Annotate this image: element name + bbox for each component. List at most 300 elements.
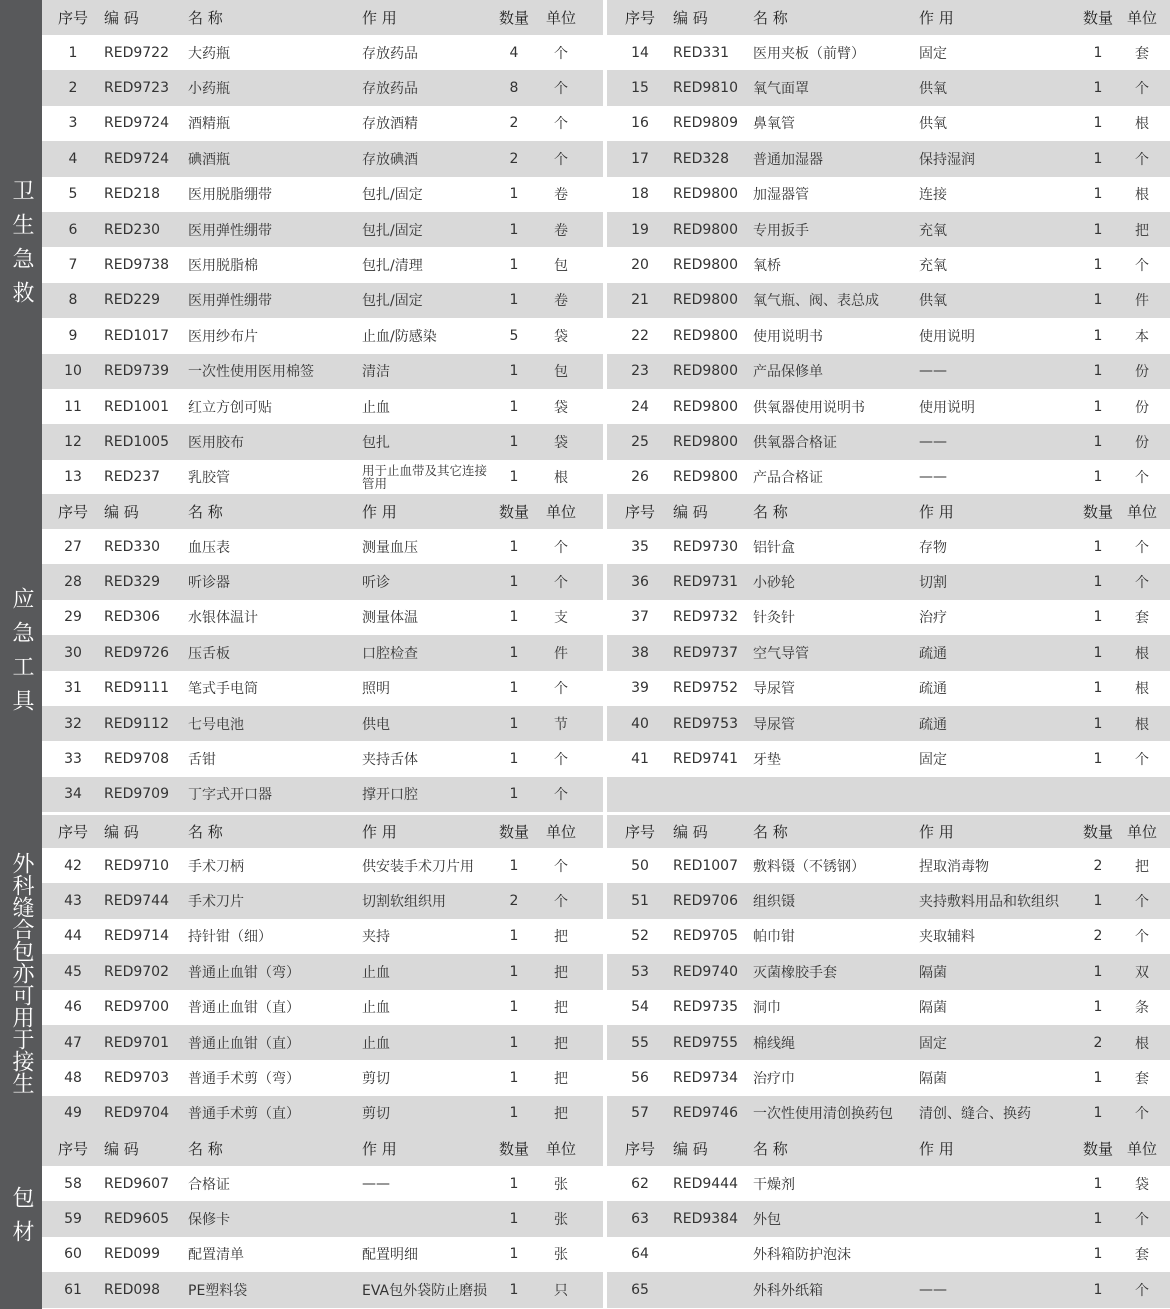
cell-qty: 1: [1093, 963, 1103, 980]
cell-name: 加湿器管: [753, 187, 809, 204]
cell-name: 普通止血钳（直）: [188, 1035, 300, 1052]
table-row: [607, 247, 1170, 282]
cell-unit: 把: [554, 1000, 568, 1017]
header-unit: 单位: [1126, 9, 1157, 27]
table-row: [42, 318, 603, 353]
cell-use: 存放酒精: [362, 116, 418, 133]
cell-seq: 6: [68, 221, 78, 238]
cell-name: 医用脱脂绷带: [188, 187, 272, 204]
cell-code: RED9809: [673, 115, 738, 132]
cell-unit: 袋: [554, 435, 568, 452]
cell-code: RED9800: [673, 257, 738, 274]
cell-use: 供电: [362, 716, 390, 733]
table-row: [607, 1201, 1170, 1236]
cell-qty: 1: [1093, 574, 1103, 591]
cell-code: RED9800: [673, 221, 738, 238]
cell-code: RED9800: [673, 292, 738, 309]
cell-name: 供氧器合格证: [753, 435, 837, 452]
cell-name: 医用弹性绷带: [188, 293, 272, 310]
header-use: 作 用: [362, 503, 397, 521]
cell-qty: 1: [509, 434, 519, 451]
cell-use: 剪切: [362, 1071, 390, 1088]
cell-unit: 个: [1135, 539, 1149, 556]
cell-name: 红立方创可贴: [188, 399, 272, 416]
cell-name: PE塑料袋: [188, 1282, 248, 1299]
cell-qty: 1: [1093, 893, 1103, 910]
cell-name: 酒精瓶: [188, 116, 230, 133]
cell-seq: 15: [631, 80, 649, 97]
cell-use: 止血: [362, 1035, 390, 1052]
cell-qty: 1: [509, 538, 519, 555]
cell-use: 包扎: [362, 435, 390, 452]
cell-qty: 1: [509, 574, 519, 591]
cell-seq: 53: [631, 963, 649, 980]
table-row: [607, 990, 1170, 1025]
cell-seq: 48: [64, 1070, 82, 1087]
cell-name: 听诊器: [188, 575, 230, 592]
header-use: 作 用: [919, 503, 954, 521]
cell-seq: 62: [631, 1175, 649, 1192]
cell-unit: 个: [1135, 1106, 1149, 1123]
header-name: 名 称: [188, 9, 223, 27]
cell-qty: 1: [1093, 115, 1103, 132]
section-label-bar: [0, 1131, 42, 1309]
cell-use: ——: [919, 434, 947, 451]
cell-qty: 1: [509, 1070, 519, 1087]
cell-qty: 1: [509, 609, 519, 626]
cell-seq: 30: [64, 644, 82, 661]
cell-name: 棉线绳: [753, 1035, 795, 1052]
cell-unit: 个: [1135, 81, 1149, 98]
cell-use: [919, 777, 1079, 812]
cell-seq: 50: [631, 857, 649, 874]
cell-unit: 卷: [554, 293, 568, 310]
cell-use: 存放碘酒: [362, 151, 418, 168]
cell-unit: 根: [554, 470, 568, 487]
cell-name: 压舌板: [188, 645, 230, 662]
cell-use: 包扎/清理: [362, 258, 423, 275]
cell-code: RED331: [673, 44, 730, 61]
table-row: [607, 283, 1170, 318]
cell-unit: 套: [1135, 1247, 1149, 1264]
cell-code: RED9800: [673, 469, 738, 486]
cell-name: 七号电池: [188, 716, 244, 733]
cell-name: 普通手术剪（直）: [188, 1106, 300, 1123]
cell-qty: 2: [509, 150, 519, 167]
table-row: [607, 777, 1170, 812]
cell-qty: 1: [1093, 221, 1103, 238]
header-seq: 序号: [57, 823, 88, 841]
cell-seq: 38: [631, 644, 649, 661]
table-row: [607, 954, 1170, 989]
cell-code: RED9444: [673, 1175, 738, 1192]
cell-unit: 张: [554, 1176, 568, 1193]
section-label-bar: [0, 815, 42, 1131]
cell-name: 干燥剂: [753, 1176, 795, 1193]
cell-qty: 1: [1093, 186, 1103, 203]
table-row: [607, 177, 1170, 212]
cell-unit: 个: [1135, 752, 1149, 769]
cell-use: 夹持: [362, 929, 390, 946]
cell-qty: 1: [509, 963, 519, 980]
table-row: [42, 1096, 603, 1131]
cell-name: 配置清单: [188, 1247, 244, 1264]
table-row: [42, 777, 603, 812]
cell-seq: 49: [64, 1105, 82, 1122]
right-table: [607, 815, 1170, 1131]
cell-unit: 根: [1135, 716, 1149, 733]
cell-unit: 条: [1135, 1000, 1149, 1017]
cell-name: 碘酒瓶: [188, 151, 230, 168]
cell-qty: 1: [1093, 150, 1103, 167]
cell-seq: [607, 777, 673, 812]
cell-code: [673, 777, 753, 812]
cell-code: RED9752: [673, 680, 738, 697]
cell-name: 敷料镊（不锈钢）: [753, 858, 865, 875]
header-qty: 数量: [1082, 9, 1113, 27]
cell-unit: 个: [554, 858, 568, 875]
section-label-bar: [0, 494, 42, 815]
cell-qty: 1: [1093, 1070, 1103, 1087]
cell-code: RED9705: [673, 928, 738, 945]
cell-name: 乳胶管: [188, 470, 230, 487]
cell-use: [919, 1166, 1079, 1201]
header-code: 编 码: [673, 9, 708, 27]
cell-name: 合格证: [188, 1176, 230, 1193]
right-table: [607, 1131, 1170, 1309]
cell-code: RED9724: [104, 150, 169, 167]
cell-name: 大药瓶: [188, 45, 230, 62]
cell-qty: [1079, 777, 1117, 812]
cell-name: 针灸针: [753, 610, 795, 627]
cell-code: RED329: [104, 574, 161, 591]
cell-name: 氧桥: [753, 258, 781, 275]
cell-use: ——: [919, 363, 947, 380]
cell-unit: 袋: [554, 399, 568, 416]
table-row: [42, 741, 603, 776]
cell-code: RED9714: [104, 928, 169, 945]
right-table: [607, 0, 1170, 494]
cell-code: RED9755: [673, 1034, 738, 1051]
cell-unit: 个: [1135, 894, 1149, 911]
header-code: 编 码: [104, 9, 139, 27]
header-seq: 序号: [624, 9, 655, 27]
header-name: 名 称: [753, 503, 788, 521]
cell-seq: 58: [64, 1175, 82, 1192]
cell-unit: 卷: [554, 222, 568, 239]
table-row: [42, 283, 603, 318]
cell-code: [673, 1272, 753, 1307]
cell-seq: 61: [64, 1281, 82, 1298]
cell-code: RED1007: [673, 857, 738, 874]
cell-use: [919, 1201, 1079, 1236]
header-name: 名 称: [753, 1140, 788, 1158]
cell-name: 医用弹性绷带: [188, 222, 272, 239]
table-row: [42, 389, 603, 424]
cell-use: 止血: [362, 399, 390, 416]
table-row: [607, 883, 1170, 918]
table-row: [607, 212, 1170, 247]
cell-code: RED9740: [673, 963, 738, 980]
cell-unit: 套: [1135, 45, 1149, 62]
cell-name: 氧气瓶、阀、表总成: [753, 293, 879, 310]
cell-unit: 把: [554, 929, 568, 946]
cell-code: RED1017: [104, 327, 169, 344]
cell-seq: 43: [64, 893, 82, 910]
cell-name: 手术刀片: [188, 894, 244, 911]
cell-qty: 1: [1093, 751, 1103, 768]
cell-name: 灭菌橡胶手套: [753, 964, 837, 981]
table-header-row: [42, 0, 603, 35]
cell-code: RED9723: [104, 80, 169, 97]
cell-code: RED9737: [673, 644, 738, 661]
cell-use: 测量体温: [362, 610, 418, 627]
cell-unit: 把: [1135, 858, 1149, 875]
cell-unit: 个: [554, 894, 568, 911]
header-use: 作 用: [919, 823, 954, 841]
cell-qty: 1: [1093, 1281, 1103, 1298]
cell-use: 固定: [919, 752, 947, 769]
cell-qty: 1: [1093, 257, 1103, 274]
cell-name: 持针钳（细）: [188, 929, 272, 946]
cell-seq: 26: [631, 469, 649, 486]
cell-name: 舌钳: [188, 752, 216, 769]
table-row: [607, 564, 1170, 599]
cell-qty: 1: [1093, 715, 1103, 732]
cell-use: 存放药品: [362, 45, 418, 62]
table-row: [607, 635, 1170, 670]
cell-seq: 17: [631, 150, 649, 167]
cell-qty: 1: [1093, 644, 1103, 661]
cell-seq: 52: [631, 928, 649, 945]
cell-use: 切割: [919, 575, 947, 592]
cell-seq: 35: [631, 538, 649, 555]
cell-code: [673, 1237, 753, 1272]
cell-use: 固定: [919, 45, 947, 62]
cell-qty: 1: [1093, 363, 1103, 380]
cell-code: RED9741: [673, 751, 738, 768]
cell-code: RED9800: [673, 363, 738, 380]
cell-name: 水银体温计: [188, 610, 258, 627]
cell-code: RED9710: [104, 857, 169, 874]
section-3: [0, 815, 1170, 1131]
cell-use: 固定: [919, 1035, 947, 1052]
cell-qty: 1: [1093, 292, 1103, 309]
cell-seq: 23: [631, 363, 649, 380]
cell-qty: 1: [509, 999, 519, 1016]
cell-seq: 56: [631, 1070, 649, 1087]
cell-code: RED9605: [104, 1211, 169, 1228]
cell-use: 供氧: [919, 81, 947, 98]
cell-name: 鼻氧管: [753, 116, 795, 133]
cell-use: 剪切: [362, 1106, 390, 1123]
cell-name: [753, 777, 919, 812]
table-row: [607, 529, 1170, 564]
header-name: 名 称: [753, 9, 788, 27]
header-qty: 数量: [498, 1140, 529, 1158]
cell-use: 存放药品: [362, 81, 418, 98]
cell-use: 隔菌: [919, 1071, 947, 1088]
cell-seq: 24: [631, 398, 649, 415]
cell-qty: 1: [509, 1281, 519, 1298]
cell-code: RED1001: [104, 398, 169, 415]
header-code: 编 码: [104, 1140, 139, 1158]
header-seq: 序号: [57, 503, 88, 521]
cell-use: 存物: [919, 539, 947, 556]
cell-qty: 1: [509, 469, 519, 486]
cell-seq: 54: [631, 999, 649, 1016]
cell-unit: 个: [554, 116, 568, 133]
cell-use: 口腔检查: [362, 645, 418, 662]
cell-seq: 18: [631, 186, 649, 203]
cell-unit: 根: [1135, 116, 1149, 133]
cell-seq: 25: [631, 434, 649, 451]
cell-seq: 7: [68, 257, 78, 274]
table-row: [42, 354, 603, 389]
cell-seq: 37: [631, 609, 649, 626]
cell-qty: 2: [509, 893, 519, 910]
cell-qty: 4: [509, 44, 519, 61]
table-row: [607, 600, 1170, 635]
cell-unit: 支: [554, 610, 568, 627]
cell-use: ——: [919, 469, 947, 486]
table-row: [42, 141, 603, 176]
table-row: [607, 389, 1170, 424]
table-row: [607, 671, 1170, 706]
cell-code: RED230: [104, 221, 161, 238]
cell-name: 组织镊: [753, 894, 795, 911]
cell-unit: 个: [1135, 1212, 1149, 1229]
cell-use: [362, 1201, 490, 1236]
cell-seq: 8: [68, 292, 78, 309]
cell-unit: 包: [554, 258, 568, 275]
table-row: [607, 354, 1170, 389]
table-row: [42, 1166, 603, 1201]
cell-code: RED9800: [673, 327, 738, 344]
header-qty: 数量: [498, 823, 529, 841]
cell-unit: 节: [554, 716, 568, 733]
cell-code: RED9703: [104, 1070, 169, 1087]
header-name: 名 称: [188, 503, 223, 521]
table-row: [607, 741, 1170, 776]
header-unit: 单位: [545, 823, 576, 841]
cell-seq: 64: [631, 1246, 649, 1263]
cell-code: RED306: [104, 609, 161, 626]
table-row: [607, 1025, 1170, 1060]
cell-use: 切割软组织用: [362, 894, 446, 911]
header-qty: 数量: [498, 9, 529, 27]
header-name: 名 称: [188, 823, 223, 841]
cell-use: 配置明细: [362, 1247, 418, 1264]
cell-code: RED9701: [104, 1034, 169, 1051]
cell-name: 外科箱防护泡沫: [753, 1247, 851, 1264]
cell-unit: 件: [554, 645, 568, 662]
cell-code: RED9753: [673, 715, 738, 732]
cell-code: RED1005: [104, 434, 169, 451]
cell-name: 一次性使用医用棉签: [188, 364, 314, 381]
table-row: [607, 919, 1170, 954]
cell-code: RED9724: [104, 115, 169, 132]
table-header-row: [42, 494, 603, 529]
table-row: [42, 70, 603, 105]
cell-use: 夹持敷料用品和软组织: [919, 894, 1059, 911]
cell-qty: 1: [1093, 1175, 1103, 1192]
cell-qty: 1: [1093, 398, 1103, 415]
cell-qty: 1: [1093, 434, 1103, 451]
header-unit: 单位: [545, 1140, 576, 1158]
cell-unit: 个: [554, 752, 568, 769]
cell-name: 普通止血钳（弯）: [188, 964, 300, 981]
cell-seq: 3: [68, 115, 78, 132]
cell-qty: 1: [1093, 1211, 1103, 1228]
cell-code: RED9810: [673, 80, 738, 97]
cell-name: 小砂轮: [753, 575, 795, 592]
cell-use: 疏通: [919, 716, 947, 733]
cell-qty: 1: [1093, 1246, 1103, 1263]
table-row: [42, 706, 603, 741]
cell-use: 供安装手术刀片用: [362, 858, 474, 875]
cell-name: 医用脱脂棉: [188, 258, 258, 275]
cell-unit: 根: [1135, 645, 1149, 662]
cell-seq: 29: [64, 609, 82, 626]
cell-seq: 59: [64, 1211, 82, 1228]
cell-seq: 19: [631, 221, 649, 238]
table-row: [607, 706, 1170, 741]
cell-name: 专用扳手: [753, 222, 809, 239]
cell-use: 隔菌: [919, 964, 947, 981]
cell-qty: 1: [1093, 680, 1103, 697]
cell-use: 捏取消毒物: [919, 858, 989, 875]
table-row: [42, 1060, 603, 1095]
section-label: 卫生急救: [9, 179, 34, 315]
cell-code: RED9800: [673, 186, 738, 203]
cell-use: EVA包外袋防止磨损: [362, 1282, 488, 1299]
cell-seq: 36: [631, 574, 649, 591]
header-code: 编 码: [673, 823, 708, 841]
section-label: 应急工具: [9, 586, 34, 723]
cell-unit: 个: [1135, 470, 1149, 487]
cell-name: 供氧器使用说明书: [753, 399, 865, 416]
cell-use: ——: [362, 1175, 390, 1192]
cell-seq: 46: [64, 999, 82, 1016]
table-row: [42, 424, 603, 459]
cell-use: 夹持舌体: [362, 752, 418, 769]
cell-unit: 把: [554, 1071, 568, 1088]
cell-code: RED9744: [104, 893, 169, 910]
cell-qty: 1: [509, 221, 519, 238]
cell-unit: 个: [554, 539, 568, 556]
cell-unit: 把: [554, 1106, 568, 1123]
cell-qty: 2: [1093, 928, 1103, 945]
right-table: [607, 494, 1170, 815]
header-name: 名 称: [753, 823, 788, 841]
cell-unit: 张: [554, 1212, 568, 1229]
left-table: [42, 1131, 603, 1309]
cell-name: 笔式手电筒: [188, 681, 258, 698]
cell-code: RED218: [104, 186, 161, 203]
cell-use: 清创、缝合、换药: [919, 1106, 1031, 1123]
table-row: [42, 671, 603, 706]
cell-code: RED9700: [104, 999, 169, 1016]
cell-seq: 60: [64, 1246, 82, 1263]
cell-code: RED9704: [104, 1105, 169, 1122]
table-row: [42, 1237, 603, 1272]
cell-unit: 套: [1135, 610, 1149, 627]
cell-qty: 1: [1093, 327, 1103, 344]
table-row: [607, 106, 1170, 141]
header-seq: 序号: [624, 1140, 655, 1158]
cell-qty: 1: [509, 1211, 519, 1228]
